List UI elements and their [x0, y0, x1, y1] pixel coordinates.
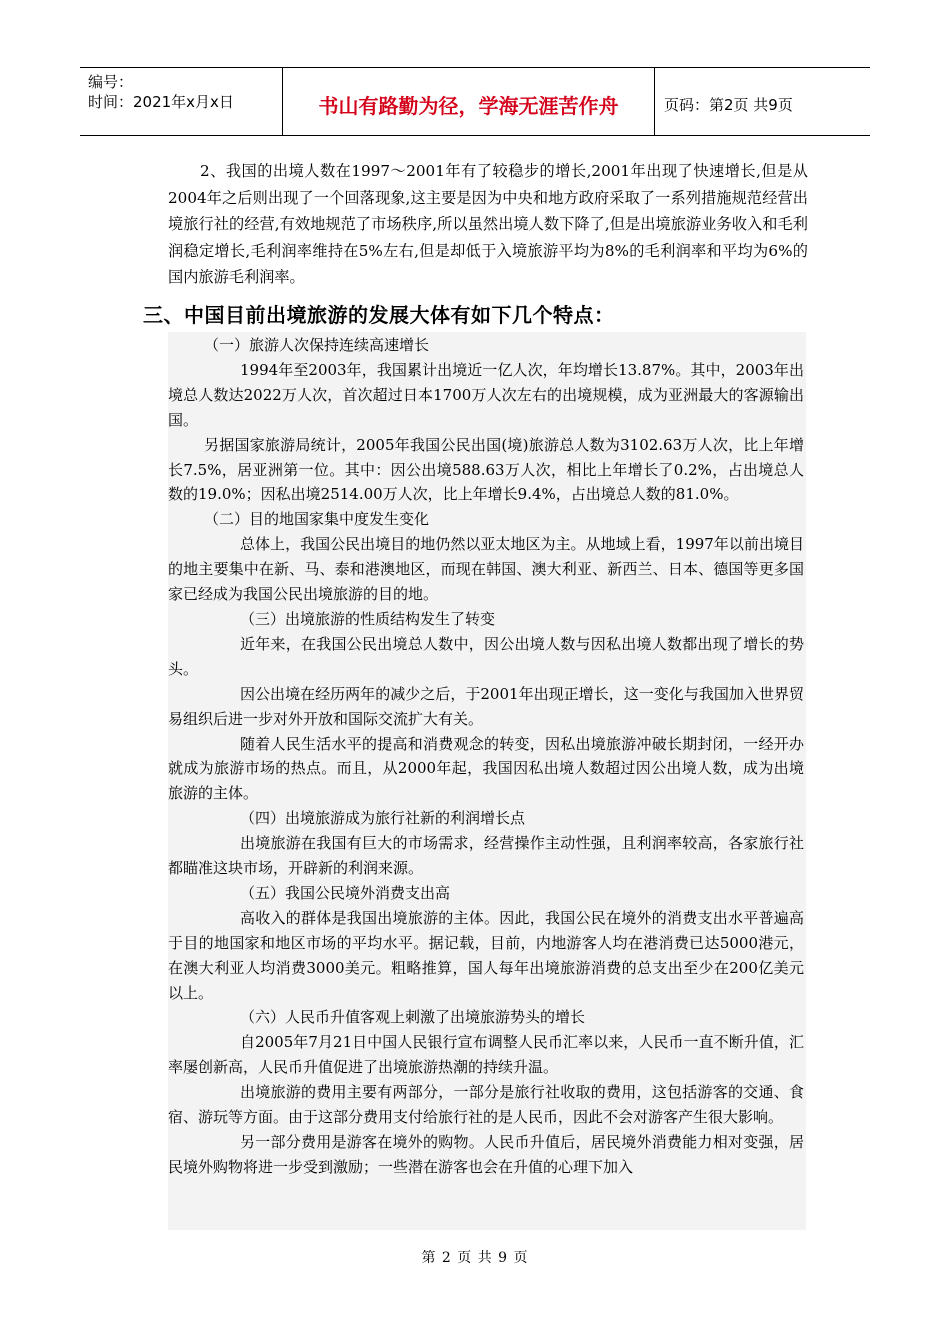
paragraph: 另一部分费用是游客在境外的购物。人民币升值后，居民境外消费能力相对变强，居民境外购物将进一步受到激励；一些潜在游客也会在升值的心理下加入 [168, 1133, 804, 1176]
header-page-info: 页码：第2页 共9页 [664, 96, 793, 114]
paragraph: 自2005年7月21日中国人民银行宣布调整人民币汇率以来，人民币一直不断升值，汇率屡创新高，人民币升值促进了出境旅游热潮的持续升温。 [168, 1033, 804, 1077]
intro-paragraph: 2、我国的出境人数在1997～2001年有了较稳步的增长,2001年出现了快速增长,但是从2004年之后则出现了一个回落现象,这主要是因为中央和地方政府采取了一系列措施规范经营出境旅行社的经营,有效地规范了市场秩序,所以虽然出境人数下降了,但是出境旅游业务收入和毛利润稳定增长,毛利润率维持在5%左右,但是却低于入境旅游平均为8%的毛利润率和平均为6%的国内旅游毛利润率。 [168, 162, 808, 287]
paragraph: 高收入的群体是我国出境旅游的主体。因此，我国公民在境外的消费支出水平普遍高于目的地国家和地区市场的平均水平。据记载，目前，内地游客人均在港消费已达5000港元，在澳大利亚人均消费3000美元。粗略推算，国人每年出境旅游消费的总支出至少在200亿美元以上。 [168, 908, 804, 1002]
page-header [80, 67, 870, 136]
paragraph: 出境旅游的费用主要有两部分，一部分是旅行社收取的费用，这包括游客的交通、食宿、游玩等方面。由于这部分费用支付给旅行社的是人民币，因此不会对游客产生很大影响。 [168, 1083, 804, 1127]
header-meta [80, 68, 283, 135]
paragraph: 出境旅游在我国有巨大的市场需求，经营操作主动性强，且利润率较高，各家旅行社都瞄准这块市场，开辟新的利润来源。 [168, 834, 804, 878]
paragraph: 近年来，在我国公民出境总人数中，因公出境人数与因私出境人数都出现了增长的势头。 [168, 634, 804, 678]
subheading-3: （三）出境旅游的性质结构发生了转变 [240, 609, 496, 628]
subheading-5: （五）我国公民境外消费支出高 [240, 883, 451, 902]
paragraph: 总体上，我国公民出境目的地仍然以亚太地区为主。从地域上看，1997年以前出境目的地主要集中在新、马、泰和港澳地区，而现在韩国、澳大利亚、新西兰、日本、德国等更多国家已经成为我国公民出境旅游的目的地。 [168, 535, 804, 604]
subheading-6: （六）人民币升值客观上刺激了出境旅游势头的增长 [240, 1008, 586, 1027]
intro-section [168, 158, 808, 291]
paragraph: 因公出境在经历两年的减少之后，于2001年出现正增长，这一变化与我国加入世界贸易组织后进一步对外开放和国际交流扩大有关。 [168, 684, 804, 728]
subheading-4: （四）出境旅游成为旅行社新的利润增长点 [240, 809, 526, 828]
section-heading: 三、中国目前出境旅游的发展大体有如下几个特点： [143, 303, 615, 327]
subheading-1: （一）旅游人次保持连续高速增长 [204, 336, 430, 354]
document-date-label: 时间：2021年x月x日 [88, 93, 234, 111]
paragraph: 另据国家旅游局统计，2005年我国公民出国(境)旅游总人数为3102.63万人次，比上年增长7.5%，居亚洲第一位。其中：因公出境588.63万人次，相比上年增长了0.2%，占出境总人数的19.0%；因私出境2514.00万人次，比上年增长9.4%，占出境总人数的81.0%。 [168, 435, 804, 504]
body-text [168, 333, 804, 1180]
paragraph: 随着人民生活水平的提高和消费观念的转变，因私出境旅游冲破长期封闭，一经开办就成为旅游市场的热点。而且，从2000年起，我国因私出境人数超过因公出境人数，成为出境旅游的主体。 [168, 734, 804, 803]
document-number-label: 编号： [88, 73, 134, 91]
page-footer: 第 2 页 共 9 页 [421, 1250, 529, 1266]
subheading-2: （二）目的地国家集中度发生变化 [204, 510, 430, 529]
paragraph: 1994年至2003年，我国累计出境近一亿人次，年均增长13.87%。其中，2003年出境总人数达2022万人次，首次超过日本1700万人次左右的出境规模，成为亚洲最大的客源输出国。 [168, 360, 804, 429]
header-motto: 书山有路勤为径，学海无涯苦作舟 [283, 68, 655, 135]
